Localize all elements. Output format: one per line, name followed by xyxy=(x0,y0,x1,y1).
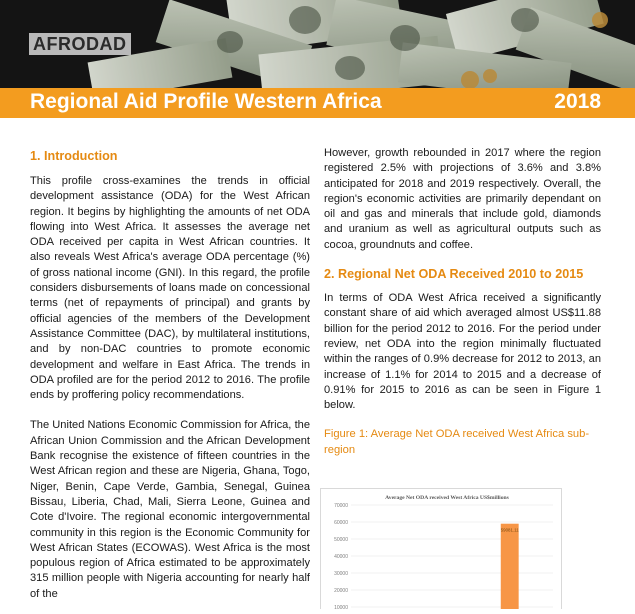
bar-data-label: 59081.11 xyxy=(500,527,519,533)
title-bar xyxy=(0,88,635,118)
chart-title: Average Net ODA received West Africa US$millions xyxy=(385,495,509,501)
bar-chart xyxy=(321,489,561,609)
growth-paragraph: However, growth rebounded in 2017 where the region registered 2.5% with projections of 3.6% and 3.8% anticipated for 2018 and 2019 respectively. Overall, the region's economic activities are primarily dependant on oil and gas and minerals that include gold, diamonds and uranium as well as agricultural outputs such as cocoa, groundnuts and coffee. xyxy=(324,147,601,251)
section-heading-introduction: 1. Introduction xyxy=(30,149,118,163)
section-heading-net-oda: 2. Regional Net ODA Received 2010 to 2015 xyxy=(324,267,584,282)
bar xyxy=(501,524,519,609)
figure-caption: Figure 1: Average Net ODA received West Africa sub-region xyxy=(324,428,590,456)
y-tick-label: 10000 xyxy=(334,605,348,609)
y-tick-label: 40000 xyxy=(334,554,348,560)
y-tick-label: 60000 xyxy=(334,520,348,526)
page-title: Regional Aid Profile Western Africa xyxy=(30,90,382,113)
left-column xyxy=(30,146,310,602)
y-tick-label: 70000 xyxy=(334,503,348,509)
right-column xyxy=(324,146,601,458)
y-tick-label: 30000 xyxy=(334,571,348,577)
report-year: 2018 xyxy=(554,90,601,113)
net-oda-paragraph: In terms of ODA West Africa received a significantly constant share of aid which averaged almost US$11.88 billion for the period 2012 to 2016. For the period under review, net ODA into the region minimally fluctuated within the ranges of 0.9% decrease for 2012 to 2013, an increase of 1.1% for 2014 to 2015 and a decrease of 0.91% for 2015 to 2016 as can be seen in Figure 1 below. xyxy=(324,292,601,412)
intro-paragraph-1: This profile cross-examines the trends in official development assistance (ODA) for the West African region. It begins by highlighting the amounts of net ODA flowing into West Africa. It assesses the average net ODA received per capita in West African countries. It also reveals West Africa's average ODA percentage (%) of gross national income (GNI). In this regard, the profile considers disbursements of loans made on concessional terms (net of repayments of principal) and grants by official agencies of the members of the Development Assistance Committee (DAC), by multilateral institutions, and by non-DAC countries to promote economic development and welfare in East Africa. The trends in ODA profiled are for the period 2012 to 2016. The profile ends by proffering policy recommendations. xyxy=(30,175,310,402)
y-tick-label: 50000 xyxy=(334,537,348,543)
figure-1-chart xyxy=(320,488,562,609)
afrodad-logo: AFRODAD xyxy=(29,33,131,55)
y-tick-label: 20000 xyxy=(334,588,348,594)
intro-paragraph-2: The United Nations Economic Commission for Africa, the African Union Commission and the African Development Bank recognise the existence of fifteen countries in the West African region and these are Nigeria, Ghana, Togo, Niger, Benin, Cape Verde, Gambia, Senegal, Guinea Bissau, Liberia, Chad, Mali, Sierra Leone, Guinea and Cote d'Ivoire. The regional economic intergovernmental community in this region is the Economic Community for West African States (ECOWAS). West Africa is the most populous region of Africa estimated to be approximately 315 million people with Nigeria accounting for nearly half of the xyxy=(30,419,310,600)
header-banner xyxy=(0,0,635,88)
